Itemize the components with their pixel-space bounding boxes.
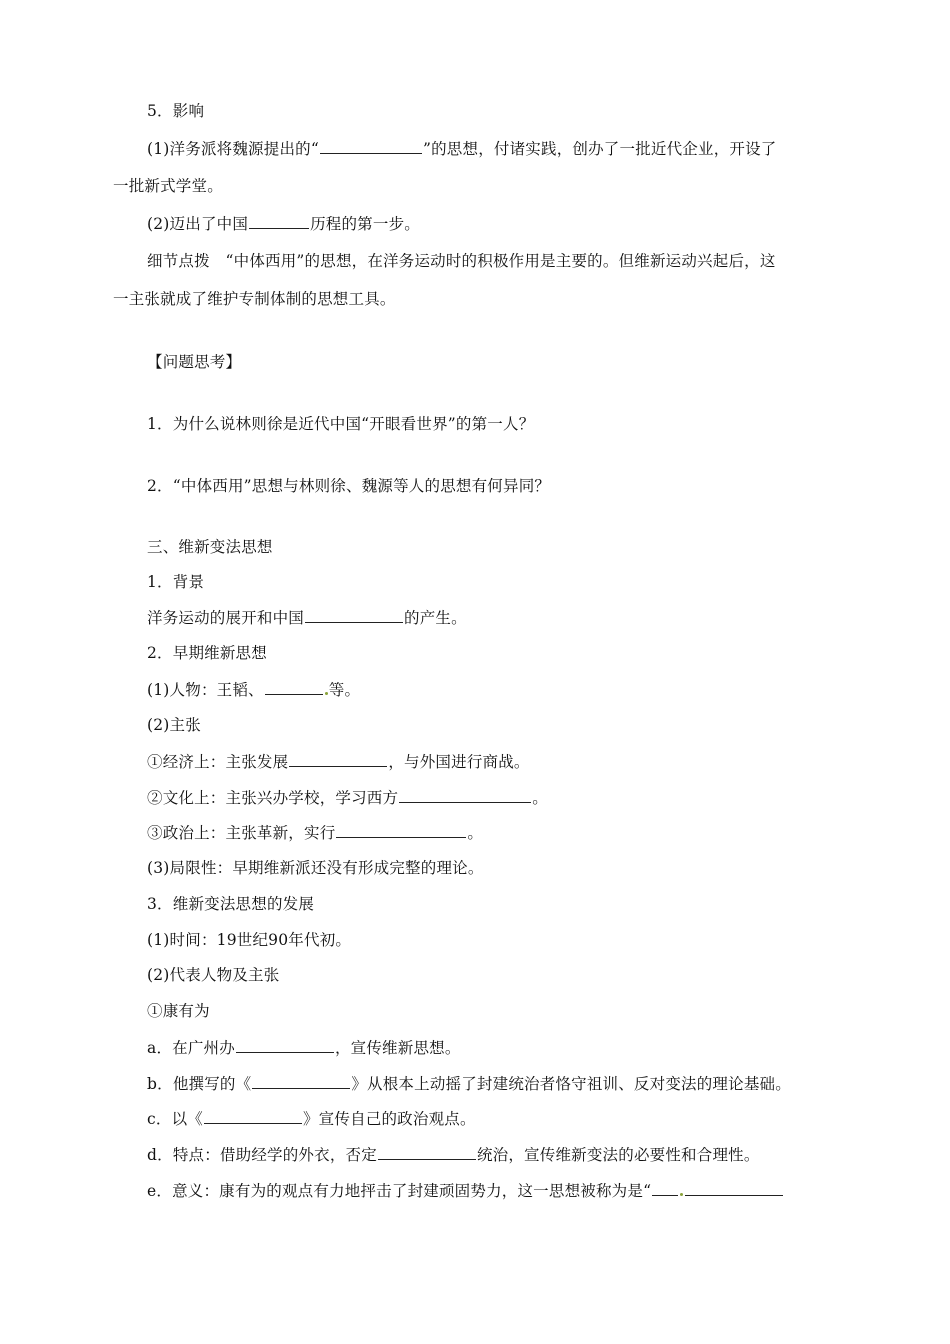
fill-blank[interactable] — [249, 213, 309, 229]
detail-note-cont: 一主张就成了维护专制体制的思想工具。 — [113, 290, 396, 308]
fill-blank[interactable] — [685, 1180, 783, 1196]
text: e．意义：康有为的观点有力地抨击了封建顽固势力，这一思想被称为是“ — [147, 1182, 652, 1200]
economy-line — [147, 751, 530, 772]
fill-blank[interactable] — [305, 607, 403, 623]
section-5-heading: 5．影响 — [147, 102, 205, 120]
fill-blank[interactable] — [652, 1180, 678, 1196]
section-3-heading: 三、维新变法思想 — [147, 538, 273, 556]
detail-note: 细节点拨 “中体西用”的思想，在洋务运动时的积极作用是主要的。但维新运动兴起后，这 — [147, 252, 776, 270]
item-c — [147, 1108, 476, 1129]
item-b — [147, 1073, 791, 1094]
item-e — [147, 1180, 784, 1201]
limitation-line: (3)局限性：早期维新派还没有形成完整的理论。 — [147, 859, 484, 877]
item-d — [147, 1144, 760, 1165]
fill-blank[interactable] — [236, 1037, 334, 1053]
fill-blank[interactable] — [252, 1073, 350, 1089]
questions-heading: 【问题思考】 — [147, 353, 242, 371]
background-heading: 1．背景 — [147, 573, 205, 591]
early-reform-heading: 2．早期维新思想 — [147, 644, 267, 662]
text: ②文化上：主张兴办学校，学习西方 — [147, 789, 399, 807]
fill-blank[interactable] — [336, 822, 466, 838]
fill-blank[interactable] — [378, 1144, 476, 1160]
text: b．他撰写的《 — [147, 1075, 252, 1093]
fill-blank[interactable] — [320, 138, 422, 154]
time-line: (1)时间：19世纪90年代初。 — [147, 931, 352, 949]
text: ③政治上：主张革新，实行 — [147, 824, 336, 842]
text: (2)迈出了中国 — [147, 215, 249, 233]
text: 历程的第一步。 — [310, 215, 420, 233]
text: a．在广州办 — [147, 1039, 235, 1057]
culture-line — [147, 787, 548, 808]
development-heading: 3．维新变法思想的发展 — [147, 895, 315, 913]
section-5-item-2 — [147, 213, 420, 234]
text: 等。 — [328, 681, 361, 699]
section-5-item-1-cont: 一批新式学堂。 — [113, 177, 223, 195]
text: 洋务运动的展开和中国 — [147, 609, 305, 627]
representatives-heading: (2)代表人物及主张 — [147, 966, 280, 984]
text: (1)人物：王韬、 — [147, 681, 264, 699]
kang-youwei-heading: ①康有为 — [147, 1002, 210, 1020]
text: ”的思想，付诸实践，创办了一批近代企业，开设了 — [422, 140, 777, 158]
marker-dot — [325, 692, 328, 695]
question-2: 2．“中体西用”思想与林则徐、魏源等人的思想有何异同？ — [147, 477, 551, 495]
claims-heading: (2)主张 — [147, 716, 201, 734]
text: ，与外国进行商战。 — [388, 753, 530, 771]
text: d．特点：借助经学的外衣，否定 — [147, 1146, 377, 1164]
fill-blank[interactable] — [204, 1108, 302, 1124]
text: 统治，宣传维新变法的必要性和合理性。 — [476, 1146, 760, 1164]
text: 》宣传自己的政治观点。 — [302, 1110, 476, 1128]
fill-blank[interactable] — [399, 787, 531, 803]
background-text — [147, 607, 467, 628]
text: ，宣传维新思想。 — [334, 1039, 461, 1057]
text: c．以《 — [147, 1110, 203, 1128]
fill-blank[interactable] — [265, 679, 323, 695]
people-line — [147, 679, 360, 700]
question-1: 1．为什么说林则徐是近代中国“开眼看世界”的第一人？ — [147, 415, 535, 433]
text: ①经济上：主张发展 — [147, 753, 289, 771]
text: 。 — [532, 789, 548, 807]
text: 》从根本上动摇了封建统治者恪守祖训、反对变法的理论基础。 — [351, 1075, 791, 1093]
politics-line — [147, 822, 483, 843]
marker-dot — [680, 1193, 683, 1196]
text: 的产生。 — [404, 609, 467, 627]
fill-blank[interactable] — [289, 751, 387, 767]
item-a — [147, 1037, 461, 1058]
section-5-item-1 — [147, 138, 777, 159]
text: (1)洋务派将魏源提出的“ — [147, 140, 319, 158]
text: 。 — [467, 824, 484, 842]
